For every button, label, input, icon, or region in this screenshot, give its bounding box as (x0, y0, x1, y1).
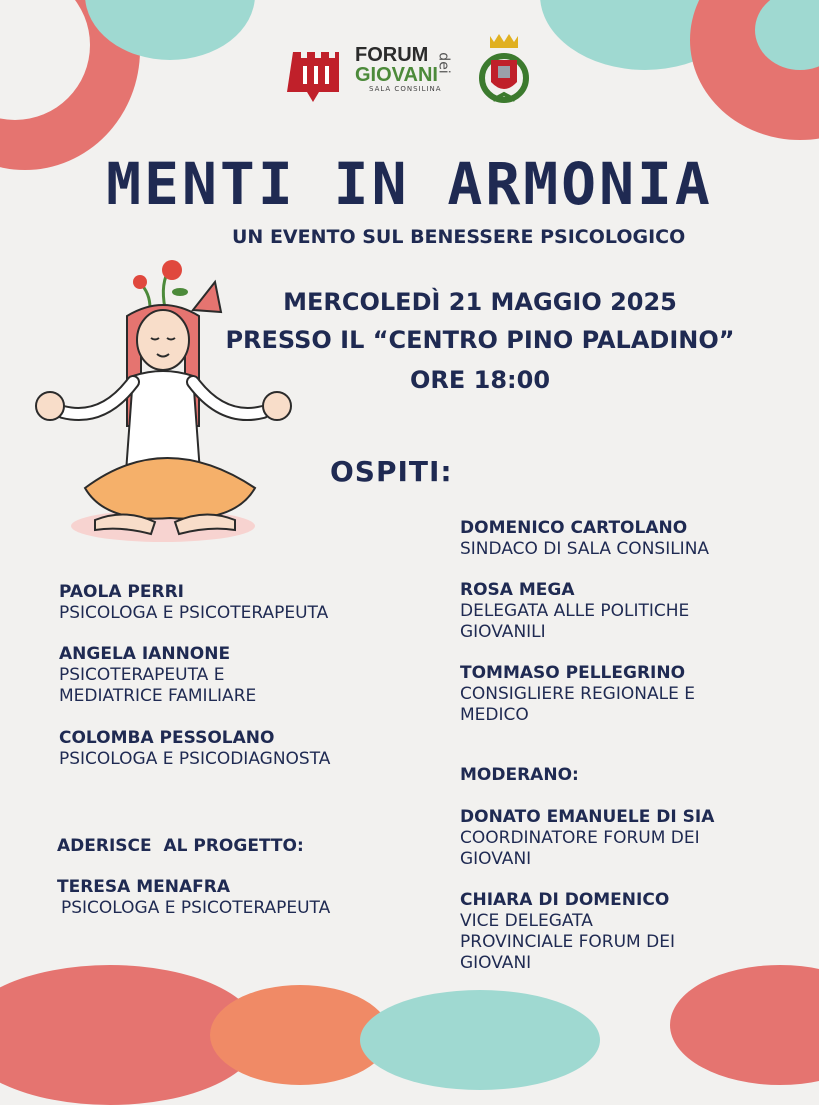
forum-logo-side: dei (435, 52, 452, 74)
event-subtitle: UN EVENTO SUL BENESSERE PSICOLOGICO (232, 226, 686, 248)
guest-role: PSICOLOGA E PSICODIAGNOSTA (59, 749, 331, 769)
guest-role: MEDICO (460, 705, 529, 725)
moderators-heading: MODERANO: (460, 765, 579, 785)
moderator-role: PROVINCIALE FORUM DEI (460, 932, 675, 952)
moderator-name: CHIARA DI DOMENICO (460, 890, 670, 910)
moderator-2 (460, 890, 675, 974)
castle-logo (287, 44, 345, 104)
adherence-person (57, 877, 330, 919)
guest-left-2 (59, 644, 256, 707)
guest-role: CONSIGLIERE REGIONALE E (460, 684, 695, 704)
guest-role: PSICOLOGA E PSICOTERAPEUTA (59, 603, 329, 623)
moderator-role: GIOVANI (460, 849, 532, 869)
guest-right-3 (460, 663, 695, 726)
forum-logo-line1: FORUM (355, 44, 429, 66)
guest-left-3 (59, 728, 330, 770)
guest-name: DOMENICO CARTOLANO (460, 518, 688, 538)
adherence-name: TERESA MENAFRA (57, 877, 231, 897)
guest-name: COLOMBA PESSOLANO (59, 728, 275, 748)
adherence-heading: ADERISCE AL PROGETTO: (57, 836, 304, 856)
guest-right-1 (460, 518, 709, 560)
event-time: ORE 18:00 (409, 366, 551, 394)
guest-role: DELEGATA ALLE POLITICHE (460, 601, 690, 621)
adherence-role: PSICOLOGA E PSICOTERAPEUTA (61, 898, 331, 918)
guest-role: MEDIATRICE FAMILIARE (59, 686, 257, 706)
meditation-illustration (15, 258, 310, 553)
guest-left-1 (59, 582, 328, 624)
guest-name: ANGELA IANNONE (59, 644, 231, 664)
moderator-1 (460, 807, 714, 870)
municipal-crest-logo (473, 30, 535, 110)
guest-role: SINDACO DI SALA CONSILINA (460, 539, 710, 559)
decor-blob-bottom-right-coral (670, 965, 819, 1085)
guest-name: PAOLA PERRI (59, 582, 184, 602)
forum-logo-line2: GIOVANI (355, 64, 438, 86)
guest-right-2 (460, 580, 689, 643)
guest-name: ROSA MEGA (460, 580, 575, 600)
guests-heading: OSPITI: (330, 455, 453, 488)
moderator-role: COORDINATORE FORUM DEI (460, 828, 700, 848)
event-date: MERCOLEDÌ 21 MAGGIO 2025 (283, 288, 677, 316)
event-title: MENTI IN ARMONIA (106, 150, 713, 218)
event-place: PRESSO IL “CENTRO PINO PALADINO” (225, 326, 735, 354)
guest-role: GIOVANILI (460, 622, 546, 642)
moderator-role: GIOVANI (460, 953, 532, 973)
guest-name: TOMMASO PELLEGRINO (460, 663, 686, 683)
moderator-role: VICE DELEGATA (460, 911, 593, 931)
forum-logo-sub: SALA CONSILINA (369, 85, 442, 93)
forum-giovani-logo (355, 45, 460, 100)
moderator-name: DONATO EMANUELE DI SIA (460, 807, 715, 827)
guest-role: PSICOTERAPEUTA E (59, 665, 225, 685)
decor-blob-bottom-teal (360, 990, 600, 1090)
